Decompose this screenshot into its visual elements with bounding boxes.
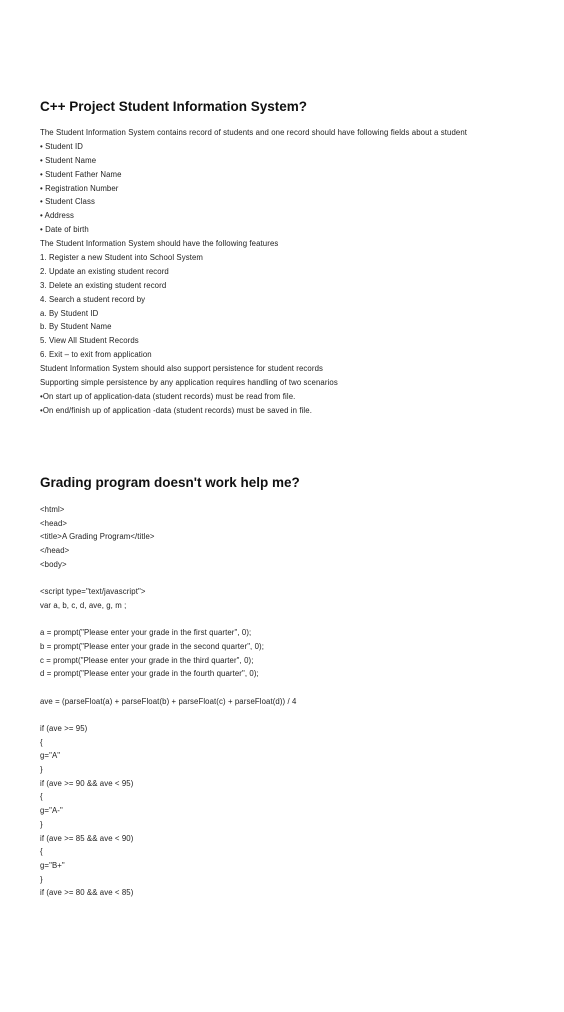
text-line: var a, b, c, d, ave, g, m ; [40,600,127,610]
text-line: { [40,737,43,747]
text-line: • Student Class [40,197,95,207]
question-title: Grading program doesn't work help me? [40,475,300,490]
text-line: { [40,792,43,802]
text-line: 4. Search a student record by [40,294,146,304]
text-line: The Student Information System should have the following features [40,239,279,249]
text-line: a = prompt("Please enter your grade in the first quarter", 0); [40,628,252,638]
text-line: { [40,847,43,857]
text-line: Student Information System should also support persistence for student records [40,364,324,374]
text-line: • Registration Number [40,183,119,193]
text-line: 2. Update an existing student record [40,266,169,276]
text-line: d = prompt("Please enter your grade in the fourth quarter", 0); [40,669,259,679]
question-title: C++ Project Student Information System? [40,99,308,114]
text-line: } [40,819,43,829]
text-line: 1. Register a new Student into School System [40,253,204,263]
text-line: • Student ID [40,141,83,151]
text-line: 5. View All Student Records [40,336,139,346]
question-body [40,503,540,900]
text-line [40,613,540,627]
text-line: if (ave >= 90 && ave < 95) [40,778,134,788]
question-body [40,126,540,418]
question-student-information-system [40,98,540,418]
text-line: } [40,765,43,775]
text-line: <body> [40,559,67,569]
text-line: •On end/finish up of application -data (student records) must be saved in file. [40,405,312,415]
text-line: •On start up of application-data (student records) must be read from file. [40,391,296,401]
text-line: b. By Student Name [40,322,112,332]
question-grading-program [40,474,540,900]
text-line: <title>A Grading Program</title> [40,532,155,542]
text-line [40,681,540,695]
text-line: if (ave >= 95) [40,724,88,733]
text-line: } [40,874,43,884]
text-line: • Student Father Name [40,169,122,179]
text-line: g="B+" [40,860,65,870]
text-line: 6. Exit – to exit from application [40,350,152,360]
text-line: ave = (parseFloat(a) + parseFloat(b) + parseFloat(c) + parseFloat(d)) / 4 [40,696,297,706]
text-line: if (ave >= 85 && ave < 90) [40,833,134,843]
text-line: if (ave >= 80 && ave < 85) [40,888,134,898]
text-line: <script type="text/javascript"> [40,587,146,597]
text-line: b = prompt("Please enter your grade in the second quarter", 0); [40,641,264,651]
text-line: <html> [40,505,65,514]
text-line: • Student Name [40,155,97,165]
text-line: • Address [40,211,74,221]
text-line [40,708,540,722]
text-line [40,571,540,585]
text-line: 3. Delete an existing student record [40,280,167,290]
text-line: c = prompt("Please enter your grade in the third quarter", 0); [40,655,254,665]
text-line: g="A" [40,751,61,761]
text-line: • Date of birth [40,225,89,235]
text-line: a. By Student ID [40,308,99,318]
text-line: </head> [40,546,70,556]
text-line: <head> [40,518,68,528]
text-line: The Student Information System contains record of students and one record should have following fields about a student [40,128,468,137]
text-line: Supporting simple persistence by any application requires handling of two scenarios [40,378,338,388]
text-line: g="A-" [40,806,63,816]
